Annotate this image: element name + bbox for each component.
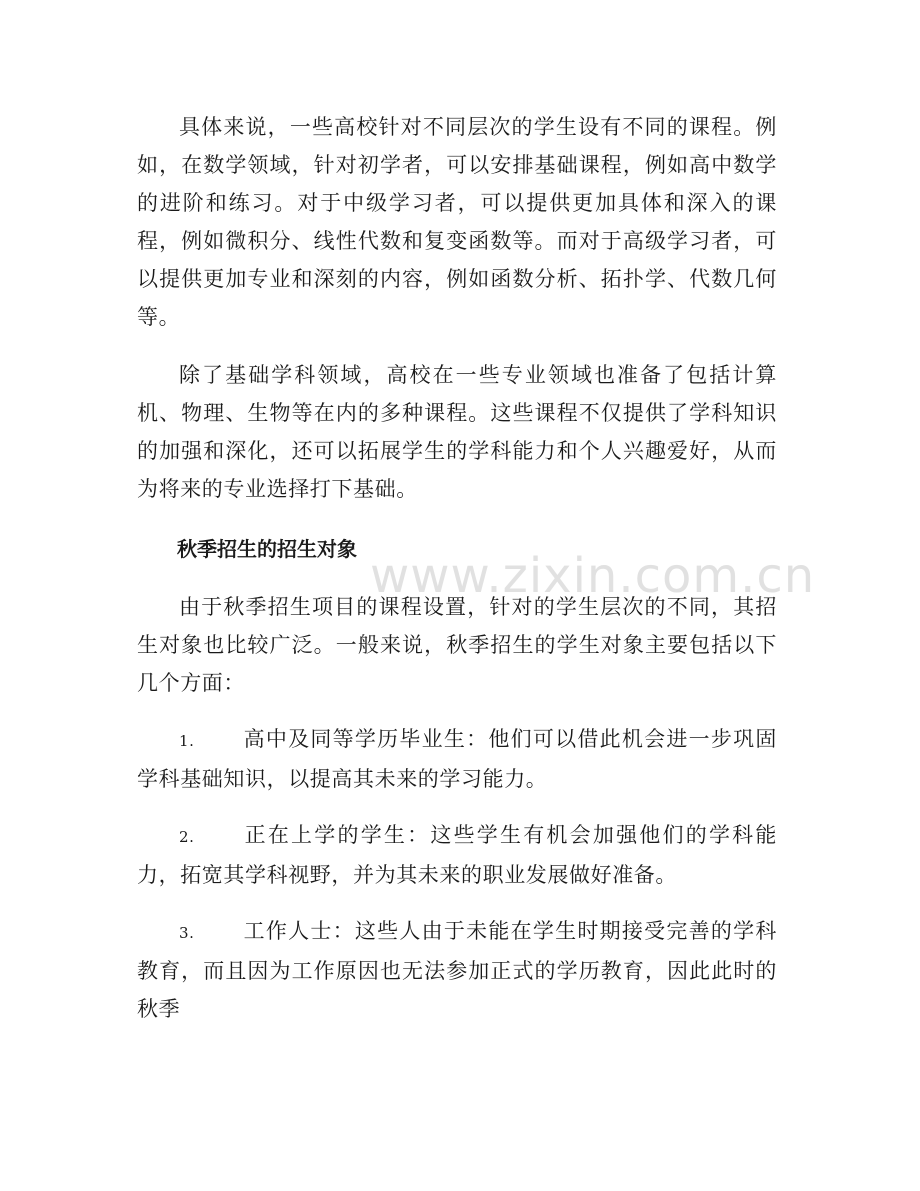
paragraph-intro: 由于秋季招生项目的课程设置，针对的学生层次的不同，其招生对象也比较广泛。一般来说，秋季招生的学生对象主要包括以下几个方面： [137, 595, 777, 695]
section-heading: 秋季招生的招生对象 [177, 537, 357, 561]
list-item-text: 高中及同等学历毕业生：他们可以借此机会进一步巩固学科基础知识，以提高其未来的学习能力。 [137, 727, 777, 791]
list-item [137, 816, 777, 894]
list-number: 3. [179, 924, 195, 942]
list-item [137, 912, 777, 1028]
list-number: 2. [179, 828, 195, 846]
paragraph-courses-by-level: 具体来说，一些高校针对不同层次的学生设有不同的课程。例如，在数学领域，针对初学者，可以安排基础课程，例如高中数学的进阶和练习。对于中级学习者，可以提供更加具体和深入的课程，例如微积分、线性代数和复变函数等。而对于高级学习者，可以提供更加专业和深刻的内容，例如函数分析、拓扑学、代数几何等。 [137, 115, 777, 329]
list-item-text: 工作人士：这些人由于未能在学生时期接受完善的学科教育，而且因为工作原因也无法参加正式的学历教育，因此此时的秋季 [137, 919, 777, 1021]
document-body [137, 108, 777, 1028]
list-item [137, 720, 777, 798]
watermark: www.zixin.com.cn [370, 548, 816, 604]
list-item-text: 正在上学的学生：这些学生有机会加强他们的学科能力，拓宽其学科视野，并为其未来的职业发展做好准备。 [137, 823, 777, 887]
target-audience-list [137, 720, 777, 1028]
paragraph-professional-courses: 除了基础学科领域，高校在一些专业领域也准备了包括计算机、物理、生物等在内的多种课程。这些课程不仅提供了学科知识的加强和深化，还可以拓展学生的学科能力和个人兴趣爱好，从而为将来的专业选择打下基础。 [137, 363, 777, 501]
list-number: 1. [179, 732, 195, 750]
